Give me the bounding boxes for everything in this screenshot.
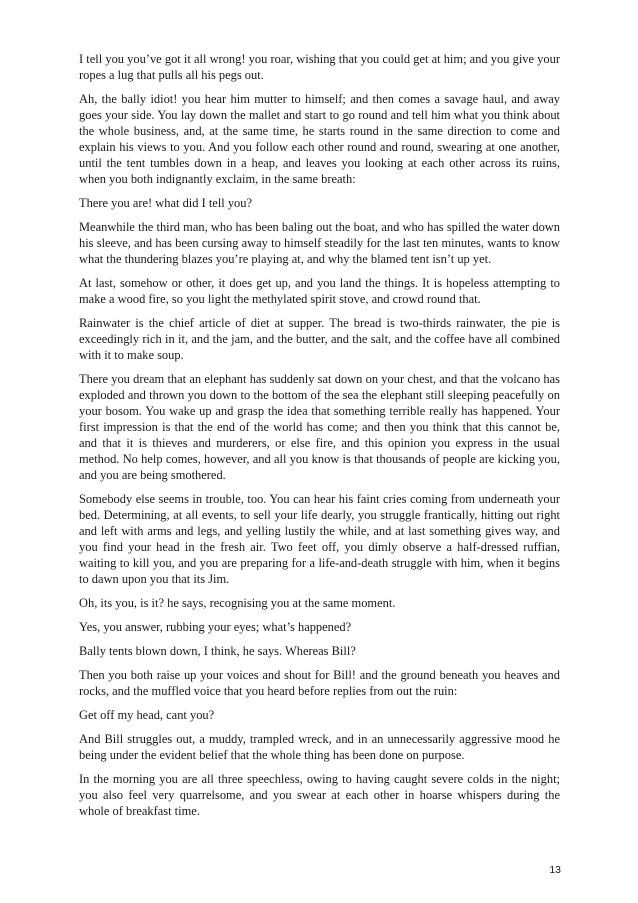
paragraph: And Bill struggles out, a muddy, trampled wreck, and in an unnecessarily aggressive mood he being under the evident belief that the whole thing has been done on purpose. — [79, 732, 560, 762]
paragraph: I tell you you’ve got it all wrong! you roar, wishing that you could get at him; and you give your ropes a lug that pulls all his pegs out. — [79, 52, 560, 82]
paragraph: There you are! what did I tell you? — [79, 196, 253, 210]
paragraph: At last, somehow or other, it does get up, and you land the things. It is hopeless attempting to make a wood fire, so you light the methylated spirit stove, and crowd round that. — [79, 276, 560, 306]
body-text — [79, 51, 560, 827]
paragraph: Rainwater is the chief article of diet at supper. The bread is two-thirds rainwater, the pie is exceedingly rich in it, and the jam, and the butter, and the salt, and the coffee have all combined with it to make soup. — [79, 316, 560, 362]
paragraph: Yes, you answer, rubbing your eyes; what’s happened? — [79, 620, 352, 634]
paragraph: Oh, its you, is it? he says, recognising you at the same moment. — [79, 596, 396, 610]
paragraph: Ah, the bally idiot! you hear him mutter to himself; and then comes a savage haul, and away goes your side. You lay down the mallet and start to go round and tell him what you think about the whole business, and, at the same time, he starts round in the same direction to come and explain his views to you. And you follow each other round and round, swearing at one another, until the tent tumbles down in a heap, and leaves you looking at each other across its ruins, when you both indignantly exclaim, in the same breath: — [79, 92, 560, 186]
paragraph: Then you both raise up your voices and shout for Bill! and the ground beneath you heaves and rocks, and the muffled voice that you heard before replies from out the ruin: — [79, 668, 560, 698]
paragraph: There you dream that an elephant has suddenly sat down on your chest, and that the volcano has exploded and thrown you down to the bottom of the sea the elephant still sleeping peacefully on your bosom. You wake up and grasp the idea that something terrible really has happened. Your first impression is that the end of the world has come; and then you think that this cannot be, and that it is thieves and murderers, or else fire, and this opinion you express in the usual method. No help comes, however, and all you know is that thousands of people are kicking you, and you are being smothered. — [79, 372, 560, 482]
paragraph: Bally tents blown down, I think, he says. Whereas Bill? — [79, 644, 356, 658]
paragraph: In the morning you are all three speechless, owing to having caught severe colds in the night; you also feel very quarrelsome, and you swear at each other in hoarse whispers during the whole of breakfast time. — [79, 772, 560, 818]
paragraph: Get off my head, cant you? — [79, 708, 215, 722]
paragraph: Meanwhile the third man, who has been baling out the boat, and who has spilled the water down his sleeve, and has been cursing away to himself steadily for the last ten minutes, wants to know what the thundering blazes you’re playing at, and why the blamed tent isn’t up yet. — [79, 220, 560, 266]
paragraph: Somebody else seems in trouble, too. You can hear his faint cries coming from underneath your bed. Determining, at all events, to sell your life dearly, you struggle frantically, hitting out right and left with arms and legs, and yelling lustily the while, and at last something gives way, and you find your head in the fresh air. Two feet off, you dimly observe a half-dressed ruffian, waiting to kill you, and you are preparing for a life-and-death struggle with him, when it begins to dawn upon you that its Jim. — [79, 492, 560, 586]
page-number: 13 — [549, 864, 561, 876]
